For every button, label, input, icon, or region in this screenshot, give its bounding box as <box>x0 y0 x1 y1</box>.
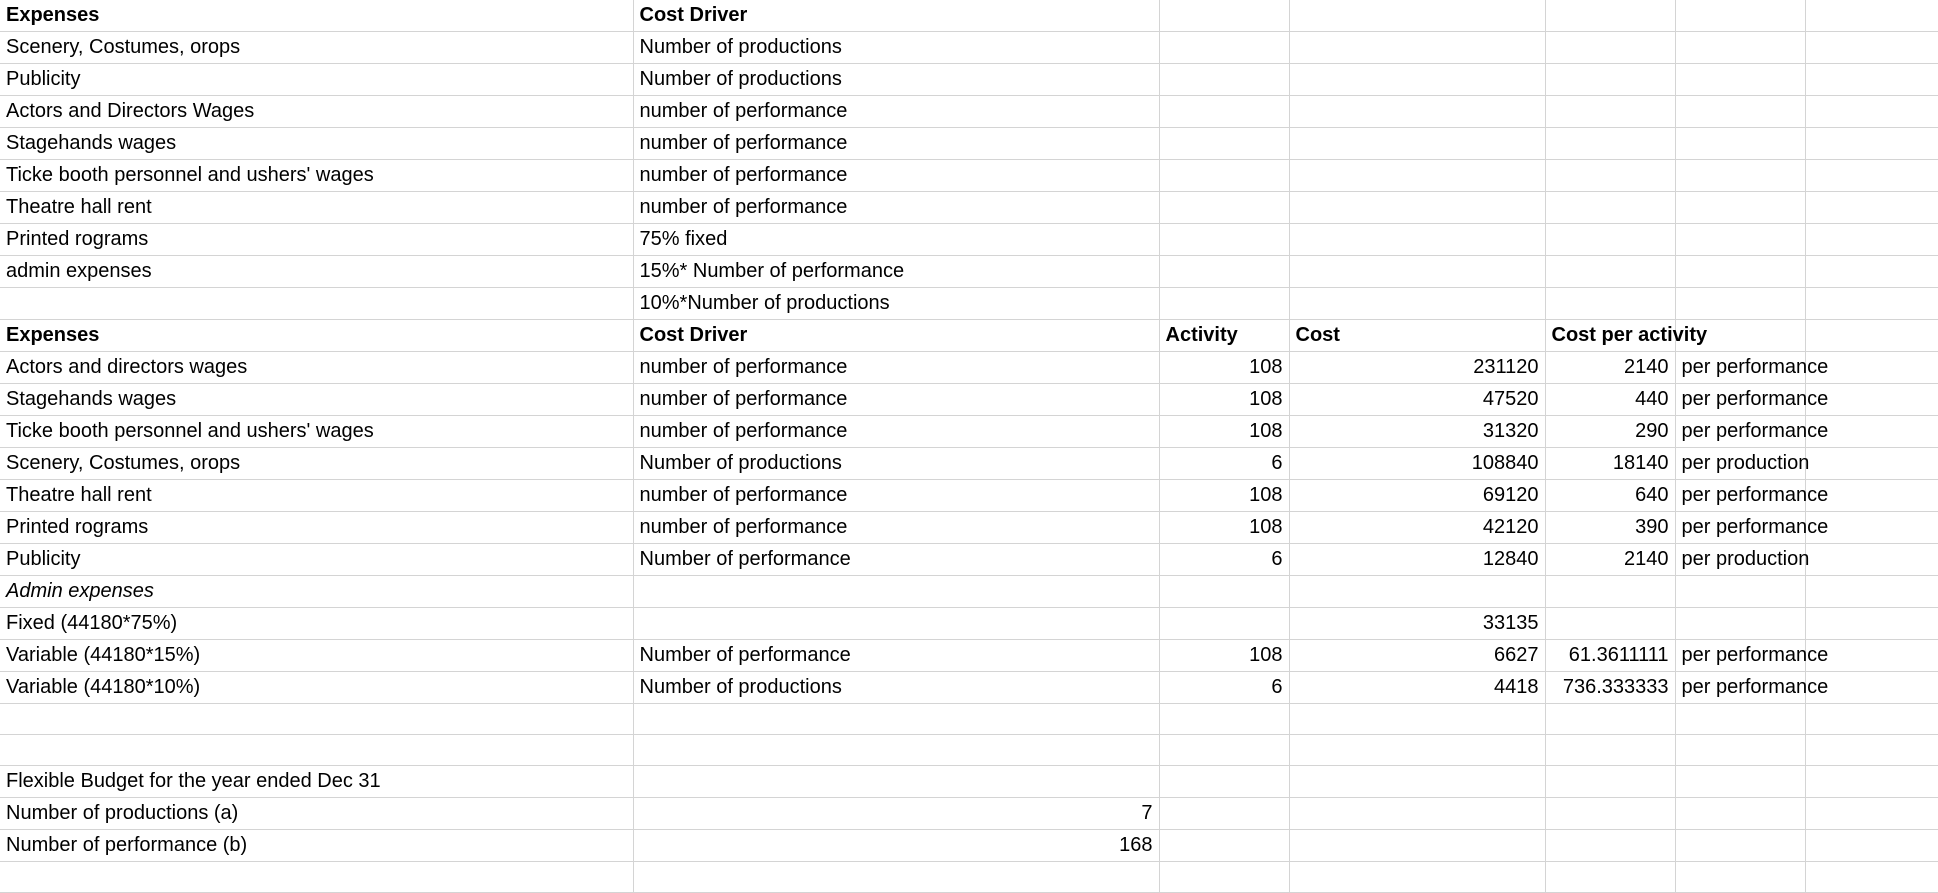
cell-expense[interactable]: Expenses <box>0 320 633 352</box>
cell-cost-per-activity[interactable] <box>1545 608 1675 640</box>
cell-cost-driver[interactable]: number of performance <box>633 416 1159 448</box>
cell-cost-per-activity[interactable]: 736.333333 <box>1545 672 1675 704</box>
cell-cost-driver[interactable]: number of performance <box>633 192 1159 224</box>
cell-unit[interactable] <box>1675 96 1805 128</box>
cell-cost-driver[interactable] <box>633 766 1159 798</box>
sheet-row <box>0 0 1938 32</box>
cell-cost[interactable] <box>1289 32 1545 64</box>
cell-cost[interactable]: 4418 <box>1289 672 1545 704</box>
cell-cost-per-activity[interactable] <box>1545 0 1675 32</box>
cell-cost[interactable]: Cost <box>1289 320 1545 352</box>
cell-cost-driver[interactable]: Cost Driver <box>633 0 1159 32</box>
cell-cost[interactable] <box>1289 160 1545 192</box>
cell-extra[interactable] <box>1805 256 1938 288</box>
cell-cost-per-activity[interactable] <box>1545 288 1675 320</box>
cell-cost[interactable] <box>1289 862 1545 893</box>
cell-unit[interactable]: per performance <box>1675 512 1805 544</box>
cell-activity[interactable]: 108 <box>1159 416 1289 448</box>
cell-cost[interactable] <box>1289 576 1545 608</box>
cell-unit[interactable] <box>1675 32 1805 64</box>
cell-cost-driver[interactable]: Number of performance <box>633 544 1159 576</box>
cell-expense[interactable]: Scenery, Costumes, orops <box>0 448 633 480</box>
cell-activity[interactable] <box>1159 192 1289 224</box>
cell-expense[interactable]: Fixed (44180*75%) <box>0 608 633 640</box>
sheet-row <box>0 352 1938 384</box>
cell-activity[interactable] <box>1159 766 1289 798</box>
cell-cost-driver[interactable] <box>633 704 1159 735</box>
cell-expense[interactable] <box>0 288 633 320</box>
cell-cost-per-activity[interactable] <box>1545 735 1675 766</box>
cell-unit[interactable] <box>1675 64 1805 96</box>
cell-activity[interactable] <box>1159 32 1289 64</box>
sheet-row <box>0 798 1938 830</box>
sheet-row <box>0 704 1938 735</box>
cell-extra[interactable] <box>1805 288 1938 320</box>
cell-expense[interactable]: Theatre hall rent <box>0 192 633 224</box>
cell-activity[interactable]: 108 <box>1159 640 1289 672</box>
cell-cost-driver[interactable]: number of performance <box>633 512 1159 544</box>
cell-cost-driver[interactable]: number of performance <box>633 96 1159 128</box>
cell-activity[interactable] <box>1159 256 1289 288</box>
cell-cost[interactable] <box>1289 798 1545 830</box>
cell-extra[interactable] <box>1805 766 1938 798</box>
cell-cost-per-activity[interactable]: 290 <box>1545 416 1675 448</box>
cell-cost-driver[interactable]: number of performance <box>633 384 1159 416</box>
cell-cost[interactable]: 42120 <box>1289 512 1545 544</box>
cell-cost[interactable]: 231120 <box>1289 352 1545 384</box>
sheet-row <box>0 672 1938 704</box>
cell-expense[interactable]: Scenery, Costumes, orops <box>0 32 633 64</box>
cell-cost-driver[interactable]: Number of productions <box>633 64 1159 96</box>
cell-activity[interactable] <box>1159 798 1289 830</box>
cell-cost-driver[interactable]: 75% fixed <box>633 224 1159 256</box>
cell-unit[interactable] <box>1675 128 1805 160</box>
cell-activity[interactable]: 6 <box>1159 448 1289 480</box>
cell-unit[interactable] <box>1675 288 1805 320</box>
cell-unit[interactable] <box>1675 798 1805 830</box>
sheet-row <box>0 224 1938 256</box>
cell-unit[interactable]: per performance <box>1675 384 1805 416</box>
sheet-row <box>0 96 1938 128</box>
cell-activity[interactable] <box>1159 704 1289 735</box>
cell-cost-per-activity[interactable]: Cost per activity <box>1545 320 1675 352</box>
cell-extra[interactable] <box>1805 96 1938 128</box>
cell-cost[interactable]: 31320 <box>1289 416 1545 448</box>
cell-expense[interactable]: Printed rograms <box>0 512 633 544</box>
cell-unit[interactable]: per performance <box>1675 352 1805 384</box>
cell-unit[interactable] <box>1675 830 1805 862</box>
cell-unit[interactable] <box>1675 0 1805 32</box>
cell-unit[interactable]: per performance <box>1675 640 1805 672</box>
cell-expense[interactable]: Ticke booth personnel and ushers' wages <box>0 160 633 192</box>
cell-expense[interactable]: Number of performance (b) <box>0 830 633 862</box>
cell-expense[interactable]: Variable (44180*10%) <box>0 672 633 704</box>
sheet-row <box>0 384 1938 416</box>
cell-cost-driver[interactable]: Number of productions <box>633 32 1159 64</box>
cell-activity[interactable] <box>1159 96 1289 128</box>
cell-unit[interactable] <box>1675 735 1805 766</box>
cell-extra[interactable] <box>1805 0 1938 32</box>
cell-cost-driver[interactable]: 10%*Number of productions <box>633 288 1159 320</box>
sheet-row <box>0 830 1938 862</box>
cell-unit[interactable] <box>1675 160 1805 192</box>
sheet-row <box>0 64 1938 96</box>
cell-cost-driver[interactable]: Number of productions <box>633 672 1159 704</box>
cell-cost-per-activity[interactable] <box>1545 830 1675 862</box>
cell-unit[interactable] <box>1675 224 1805 256</box>
cell-unit[interactable]: per production <box>1675 448 1805 480</box>
cell-cost[interactable] <box>1289 766 1545 798</box>
cell-expense[interactable]: Variable (44180*15%) <box>0 640 633 672</box>
cell-cost[interactable]: 47520 <box>1289 384 1545 416</box>
cell-cost-driver[interactable]: Number of performance <box>633 640 1159 672</box>
cell-cost[interactable] <box>1289 830 1545 862</box>
cell-expense[interactable]: Stagehands wages <box>0 128 633 160</box>
cell-activity[interactable]: 108 <box>1159 512 1289 544</box>
cell-cost-driver[interactable]: 7 <box>633 798 1159 830</box>
cell-cost-driver[interactable]: number of performance <box>633 480 1159 512</box>
cell-activity[interactable] <box>1159 576 1289 608</box>
cell-extra[interactable] <box>1805 32 1938 64</box>
cell-expense[interactable]: Printed rograms <box>0 224 633 256</box>
cell-activity[interactable]: 108 <box>1159 480 1289 512</box>
cell-expense[interactable] <box>0 862 633 893</box>
cell-cost-driver[interactable]: 15%* Number of performance <box>633 256 1159 288</box>
cell-expense[interactable]: Ticke booth personnel and ushers' wages <box>0 416 633 448</box>
cell-cost[interactable] <box>1289 128 1545 160</box>
sheet-row <box>0 160 1938 192</box>
cell-expense[interactable]: Publicity <box>0 64 633 96</box>
cell-expense[interactable]: admin expenses <box>0 256 633 288</box>
sheet-row <box>0 480 1938 512</box>
cell-extra[interactable] <box>1805 544 1938 576</box>
cell-unit[interactable]: per performance <box>1675 416 1805 448</box>
cell-cost-per-activity[interactable] <box>1545 224 1675 256</box>
cell-extra[interactable] <box>1805 64 1938 96</box>
cell-expense[interactable]: Admin expenses <box>0 576 633 608</box>
cell-cost-per-activity[interactable] <box>1545 128 1675 160</box>
cell-cost-per-activity[interactable] <box>1545 798 1675 830</box>
sheet-row <box>0 288 1938 320</box>
cell-cost-per-activity[interactable] <box>1545 64 1675 96</box>
cell-expense[interactable]: Theatre hall rent <box>0 480 633 512</box>
cell-activity[interactable]: Activity <box>1159 320 1289 352</box>
cell-cost[interactable]: 12840 <box>1289 544 1545 576</box>
cell-expense[interactable]: Actors and directors wages <box>0 352 633 384</box>
cell-cost[interactable] <box>1289 192 1545 224</box>
sheet-row <box>0 544 1938 576</box>
cell-cost-driver[interactable] <box>633 576 1159 608</box>
cell-cost-driver[interactable]: number of performance <box>633 160 1159 192</box>
cell-activity[interactable] <box>1159 608 1289 640</box>
cell-unit[interactable] <box>1675 766 1805 798</box>
cell-cost-per-activity[interactable] <box>1545 862 1675 893</box>
cell-cost[interactable] <box>1289 735 1545 766</box>
cell-cost[interactable]: 6627 <box>1289 640 1545 672</box>
cell-cost-per-activity[interactable] <box>1545 766 1675 798</box>
cell-cost-per-activity[interactable] <box>1545 32 1675 64</box>
cell-extra[interactable] <box>1805 448 1938 480</box>
cell-unit[interactable] <box>1675 608 1805 640</box>
cell-cost-per-activity[interactable]: 2140 <box>1545 352 1675 384</box>
cell-activity[interactable] <box>1159 160 1289 192</box>
sheet-row <box>0 576 1938 608</box>
cell-expense[interactable]: Actors and Directors Wages <box>0 96 633 128</box>
cell-cost[interactable] <box>1289 704 1545 735</box>
cell-unit[interactable] <box>1675 704 1805 735</box>
cell-cost-driver[interactable]: number of performance <box>633 128 1159 160</box>
cell-extra[interactable] <box>1805 160 1938 192</box>
cell-cost-per-activity[interactable] <box>1545 704 1675 735</box>
cell-expense[interactable]: Publicity <box>0 544 633 576</box>
cell-cost-driver[interactable]: Number of productions <box>633 448 1159 480</box>
cell-activity[interactable] <box>1159 224 1289 256</box>
cell-expense[interactable]: Number of productions (a) <box>0 798 633 830</box>
cell-activity[interactable] <box>1159 288 1289 320</box>
cell-activity[interactable] <box>1159 0 1289 32</box>
sheet-row <box>0 256 1938 288</box>
cell-cost[interactable] <box>1289 0 1545 32</box>
cell-cost-driver[interactable] <box>633 608 1159 640</box>
cell-cost-per-activity[interactable] <box>1545 576 1675 608</box>
sheet-row <box>0 192 1938 224</box>
cell-cost-driver[interactable]: number of performance <box>633 352 1159 384</box>
cell-expense[interactable] <box>0 704 633 735</box>
cell-activity[interactable]: 108 <box>1159 352 1289 384</box>
sheet-row <box>0 766 1938 798</box>
cell-extra[interactable] <box>1805 798 1938 830</box>
cell-extra[interactable] <box>1805 320 1938 352</box>
sheet-row <box>0 416 1938 448</box>
sheet-row <box>0 735 1938 766</box>
cell-cost-driver[interactable] <box>633 862 1159 893</box>
cell-cost[interactable] <box>1289 256 1545 288</box>
cell-activity[interactable]: 108 <box>1159 384 1289 416</box>
cell-unit[interactable] <box>1675 862 1805 893</box>
sheet-row <box>0 448 1938 480</box>
cell-cost[interactable] <box>1289 64 1545 96</box>
cell-expense[interactable]: Expenses <box>0 0 633 32</box>
cell-cost-driver[interactable]: 168 <box>633 830 1159 862</box>
cell-extra[interactable] <box>1805 830 1938 862</box>
cell-activity[interactable]: 6 <box>1159 672 1289 704</box>
cell-extra[interactable] <box>1805 704 1938 735</box>
cell-activity[interactable] <box>1159 128 1289 160</box>
cell-cost-per-activity[interactable] <box>1545 96 1675 128</box>
cell-cost-per-activity[interactable]: 61.3611111 <box>1545 640 1675 672</box>
cell-expense[interactable] <box>0 735 633 766</box>
cell-cost-per-activity[interactable]: 18140 <box>1545 448 1675 480</box>
cell-cost-per-activity[interactable] <box>1545 256 1675 288</box>
cell-activity[interactable] <box>1159 64 1289 96</box>
cell-cost[interactable] <box>1289 224 1545 256</box>
cell-cost-per-activity[interactable] <box>1545 192 1675 224</box>
cell-cost[interactable] <box>1289 96 1545 128</box>
cell-unit[interactable] <box>1675 256 1805 288</box>
cell-unit[interactable]: per production <box>1675 544 1805 576</box>
cell-cost[interactable]: 69120 <box>1289 480 1545 512</box>
sheet-row <box>0 320 1938 352</box>
cell-unit[interactable]: per performance <box>1675 480 1805 512</box>
cell-cost-driver[interactable]: Cost Driver <box>633 320 1159 352</box>
cell-activity[interactable] <box>1159 830 1289 862</box>
cell-cost[interactable] <box>1289 288 1545 320</box>
cell-extra[interactable] <box>1805 862 1938 893</box>
cell-activity[interactable] <box>1159 862 1289 893</box>
cell-cost-per-activity[interactable]: 2140 <box>1545 544 1675 576</box>
cell-cost-driver[interactable] <box>633 735 1159 766</box>
cell-activity[interactable] <box>1159 735 1289 766</box>
sheet-row <box>0 128 1938 160</box>
cell-extra[interactable] <box>1805 608 1938 640</box>
cell-unit[interactable]: per performance <box>1675 672 1805 704</box>
cell-cost[interactable]: 108840 <box>1289 448 1545 480</box>
cell-extra[interactable] <box>1805 192 1938 224</box>
cell-cost[interactable]: 33135 <box>1289 608 1545 640</box>
cell-extra[interactable] <box>1805 224 1938 256</box>
sheet-row <box>0 608 1938 640</box>
sheet-row <box>0 640 1938 672</box>
cell-cost-per-activity[interactable]: 440 <box>1545 384 1675 416</box>
cell-activity[interactable]: 6 <box>1159 544 1289 576</box>
sheet-row <box>0 32 1938 64</box>
cell-extra[interactable] <box>1805 735 1938 766</box>
cell-cost-per-activity[interactable] <box>1545 160 1675 192</box>
cell-extra[interactable] <box>1805 128 1938 160</box>
cell-cost-per-activity[interactable]: 640 <box>1545 480 1675 512</box>
cell-cost-per-activity[interactable]: 390 <box>1545 512 1675 544</box>
sheet-row <box>0 512 1938 544</box>
cell-unit[interactable] <box>1675 192 1805 224</box>
cell-expense[interactable]: Flexible Budget for the year ended Dec 31 <box>0 766 633 798</box>
cell-extra[interactable] <box>1805 576 1938 608</box>
cell-unit[interactable] <box>1675 576 1805 608</box>
cell-expense[interactable]: Stagehands wages <box>0 384 633 416</box>
sheet-row <box>0 862 1938 893</box>
